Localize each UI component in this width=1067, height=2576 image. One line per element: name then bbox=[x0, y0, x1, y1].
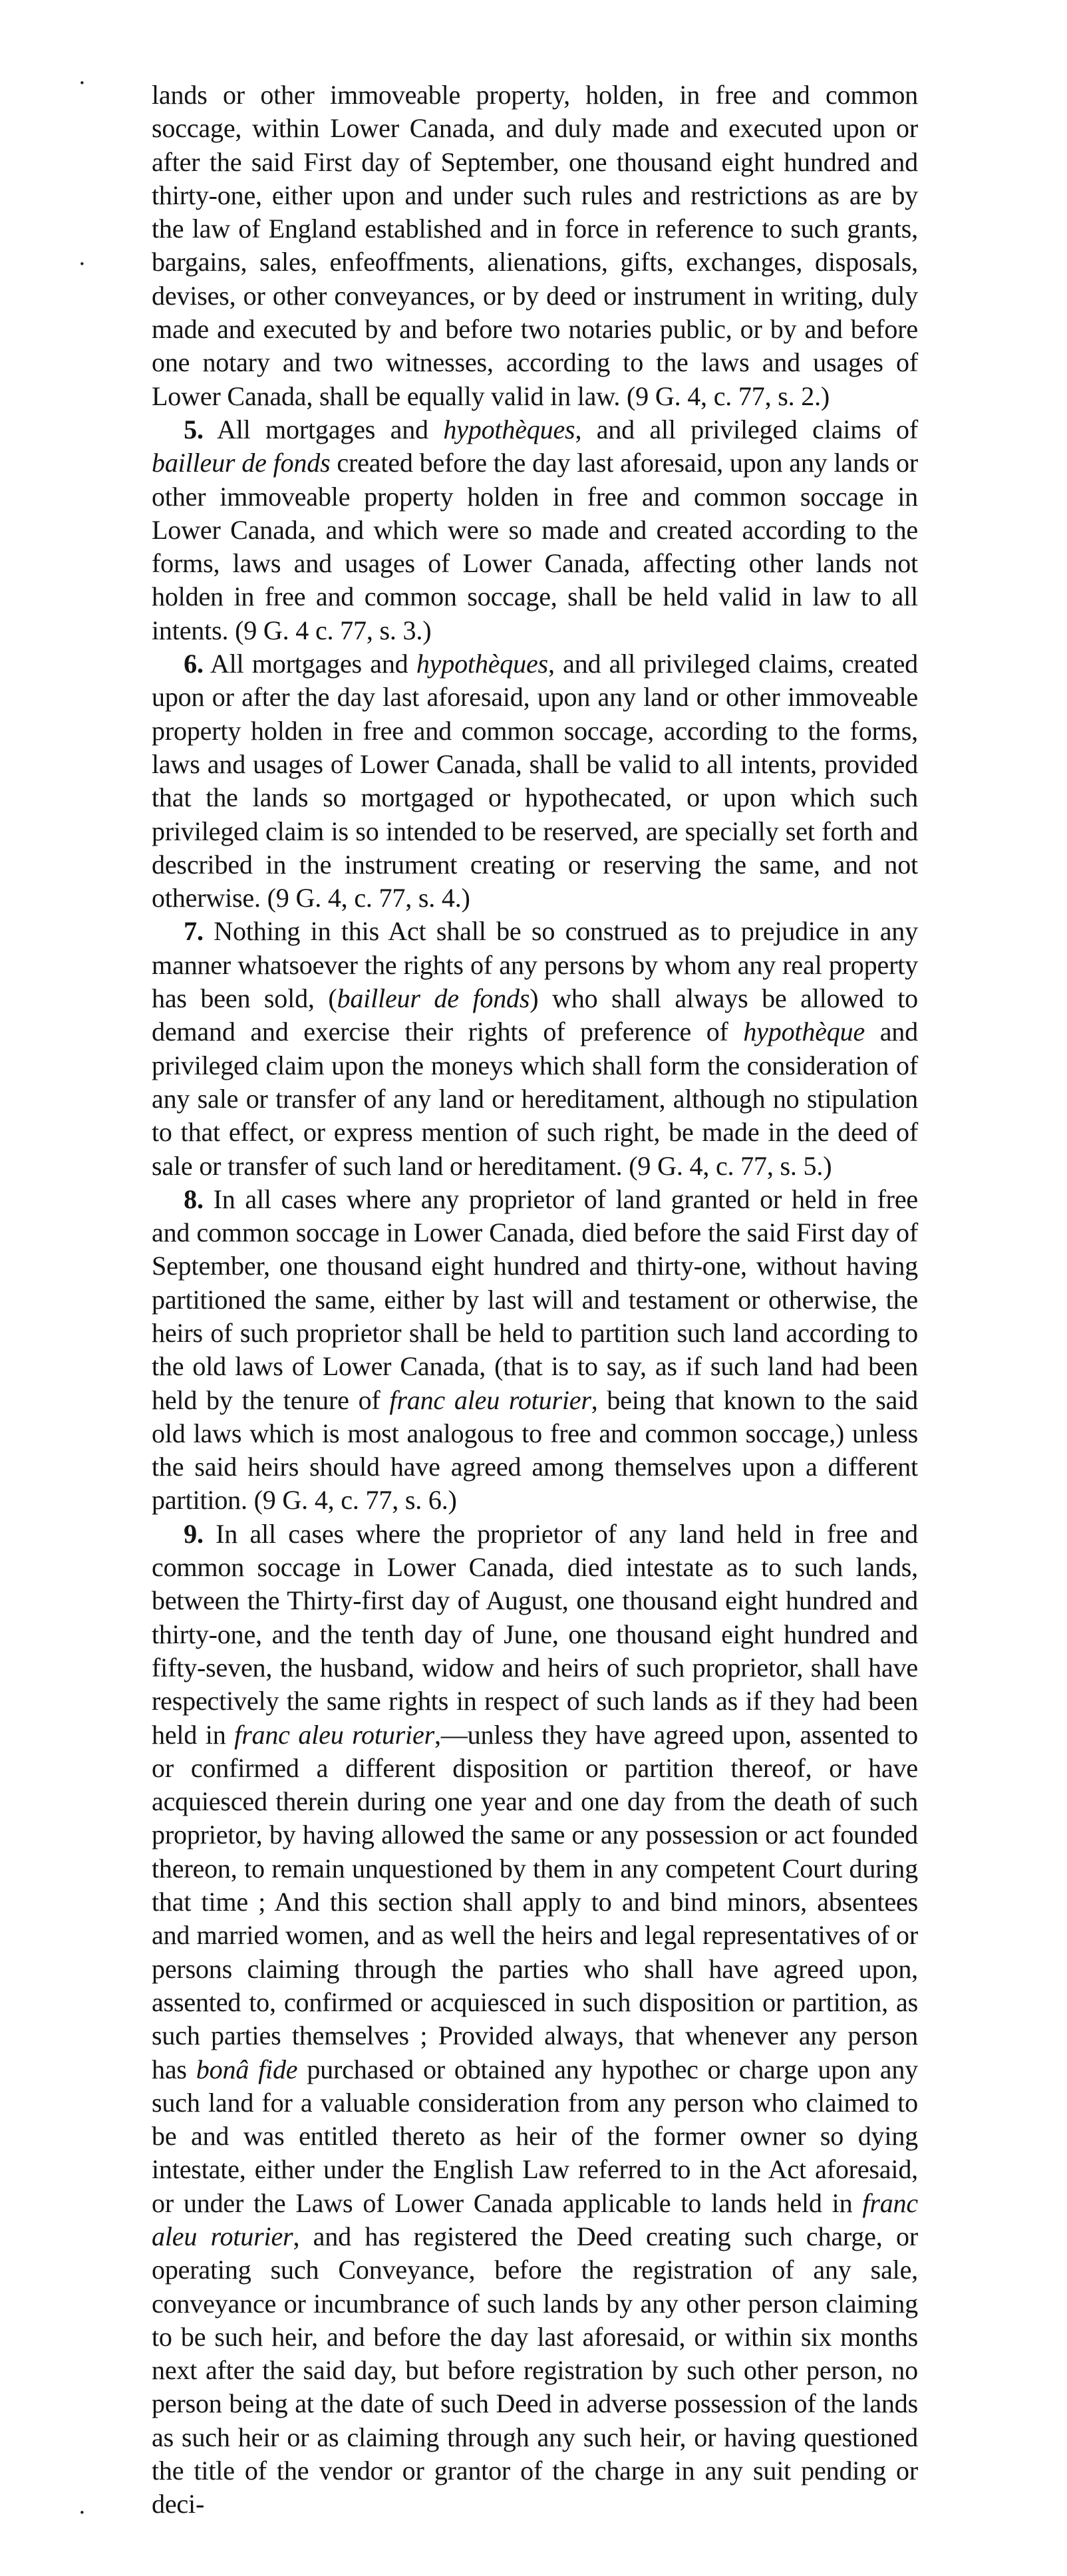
text-segment: Nothing in this Act shall be so construed as to prejudice in any manner whatsoever the rights of any persons by whom any real property has been sold, ( bbox=[152, 916, 918, 1014]
italic-term: hypothèques bbox=[416, 649, 548, 679]
text-segment: All mortgages and bbox=[210, 649, 416, 679]
section-number: 5. bbox=[184, 414, 204, 444]
text-segment: , and all privileged claims, created upon or after the day last aforesaid, upon any land or other immoveable property holden in free and common soccage, according to the forms, laws and usages of Lower Canada, shall be valid to all intents, provided that the lands so mortgaged or hypothecated, or upon which such privileged claim is so intended to be reserved, are specially set forth and described in the instrument creating or reserving the same, and not otherwise. (9 G. 4, c. 77, s. 4.) bbox=[152, 649, 918, 913]
text-segment: In all cases where the proprietor of any land held in free and common soccage in Lower Canada, died intestate as to such lands, between the Thirty-first day of August, one thousand eight hundred and thirty-one, and the tenth day of June, one thousand eight hundred and fifty-seven, the husband, widow and heirs of such proprietor, shall have respectively the same rights in respect of such lands as if they had been held in bbox=[152, 1518, 918, 1750]
margin-mark: · bbox=[78, 2499, 86, 2526]
text-segment: lands or other immoveable property, holden, in free and common soccage, within Lower Canada, and duly made and executed upon or after the said First day of September, one thousand eight hundred and thirty-one, either upon and under such rules and restrictions as are by the law of England established and in force in reference to such grants, bargains, sales, enfeoffments, alienations, gifts, exchanges, disposals, devises, or other conveyances, or by deed or instrument in writing, duly made and executed by and before two notaries public, or by and before one notary and two witnesses, according to the laws and usages of Lower Canada, shall be equally valid in law. (9 G. 4, c. 77, s. 2.) bbox=[152, 80, 918, 411]
text-segment: In all cases where any proprietor of land granted or held in free and common soccage in Lower Canada, died before the said First day of September, one thousand eight hundred and thirty-one, without having partitioned the same, either by last will and testament or otherwise, the heirs of such proprietor shall be held to partition such land according to the old laws of Lower Canada, (that is to say, as if such land had been held by the tenure of bbox=[152, 1184, 918, 1415]
italic-term: franc aleu roturier bbox=[389, 1384, 591, 1415]
section-paragraph bbox=[152, 413, 918, 647]
italic-term: hypothèque bbox=[743, 1017, 865, 1047]
section-number: 7. bbox=[184, 916, 204, 947]
text-segment: created before the day last aforesaid, upon any lands or other immoveable property holden in free and common soccage in Lower Canada, and which were so made and created according to the forms, laws and usages of Lower Canada, affecting other lands not holden in free and common soccage, shall be held valid in law to all intents. (9 G. 4 c. 77, s. 3.) bbox=[152, 448, 918, 645]
italic-term: franc aleu roturier bbox=[152, 2187, 918, 2251]
text-segment: ) who shall always be allowed to demand and exercise their rights of preference of bbox=[152, 983, 918, 1047]
text-segment: , and all privileged claims of bbox=[575, 414, 919, 444]
italic-term: hypothèques bbox=[443, 414, 575, 444]
italic-term: bonâ fide bbox=[196, 2054, 298, 2084]
section-paragraph bbox=[152, 1183, 918, 1518]
section-number: 9. bbox=[184, 1518, 204, 1549]
text-segment: , being that known to the said old laws which is most analogous to free and common soccage,) unless the said heirs should have agreed among themselves upon a different partition. (9 G. 4, c. 77, s. 6.) bbox=[152, 1384, 919, 1516]
italic-term: franc aleu roturier bbox=[234, 1719, 434, 1750]
text-segment: purchased or obtained any hypothec or charge upon any such land for a valuable consideration from any person who claimed to be and was entitled thereto as heir of the former owner so dying intestate, either under the English Law referred to in the Act aforesaid, or under the Laws of Lower Canada applicable to lands held in bbox=[152, 2054, 918, 2218]
italic-term: bailleur de fonds bbox=[152, 448, 331, 478]
section-number: 8. bbox=[184, 1184, 204, 1214]
text-segment: , and has registered the Deed creating such charge, or operating such Conveyance, before the registration of any sale, conveyance or incumbrance of such lands by any other person claiming to be such heir, and before the day last aforesaid, or within six months next after the said day, but before registration by such other person, no person being at the date of such Deed in adverse possession of the lands as such heir or as claiming through any such heir, or having questioned the title of the vendor or grantor of the charge in any suit pending or deci- bbox=[152, 2221, 918, 2519]
text-segment: and privileged claim upon the moneys which shall form the consideration of any sale or transfer of any land or hereditament, although no stipulation to that effect, or express mention of such right, be made in the deed of sale or transfer of such land or hereditament. (9 G. 4, c. 77, s. 5.) bbox=[152, 1017, 918, 1181]
text-segment: All mortgages and bbox=[217, 414, 444, 444]
margin-mark: · bbox=[78, 70, 86, 96]
italic-term: bailleur de fonds bbox=[337, 983, 530, 1014]
statute-text-column bbox=[152, 79, 918, 2521]
section-paragraph bbox=[152, 1518, 918, 2521]
section-paragraph bbox=[152, 647, 918, 915]
continued-paragraph bbox=[152, 79, 918, 413]
margin-mark: · bbox=[78, 251, 86, 277]
section-paragraph bbox=[152, 915, 918, 1182]
text-segment: ,—unless they have agreed upon, assented to or confirmed a different disposition or partition thereof, or have acquiesced therein during one year and one day from the death of such proprietor, by having allowed the same or any possession or act founded thereon, to remain unquestioned by them in any competent Court during that time ; And this section shall apply to and bind minors, absentees and married women, and as well the heirs and legal representatives of or persons claiming through the parties who shall have agreed upon, assented to, confirmed or acquiesced in such disposition or partition, as such parties themselves ; Provided always, that whenever any person has bbox=[152, 1719, 918, 2084]
section-number: 6. bbox=[184, 649, 204, 679]
